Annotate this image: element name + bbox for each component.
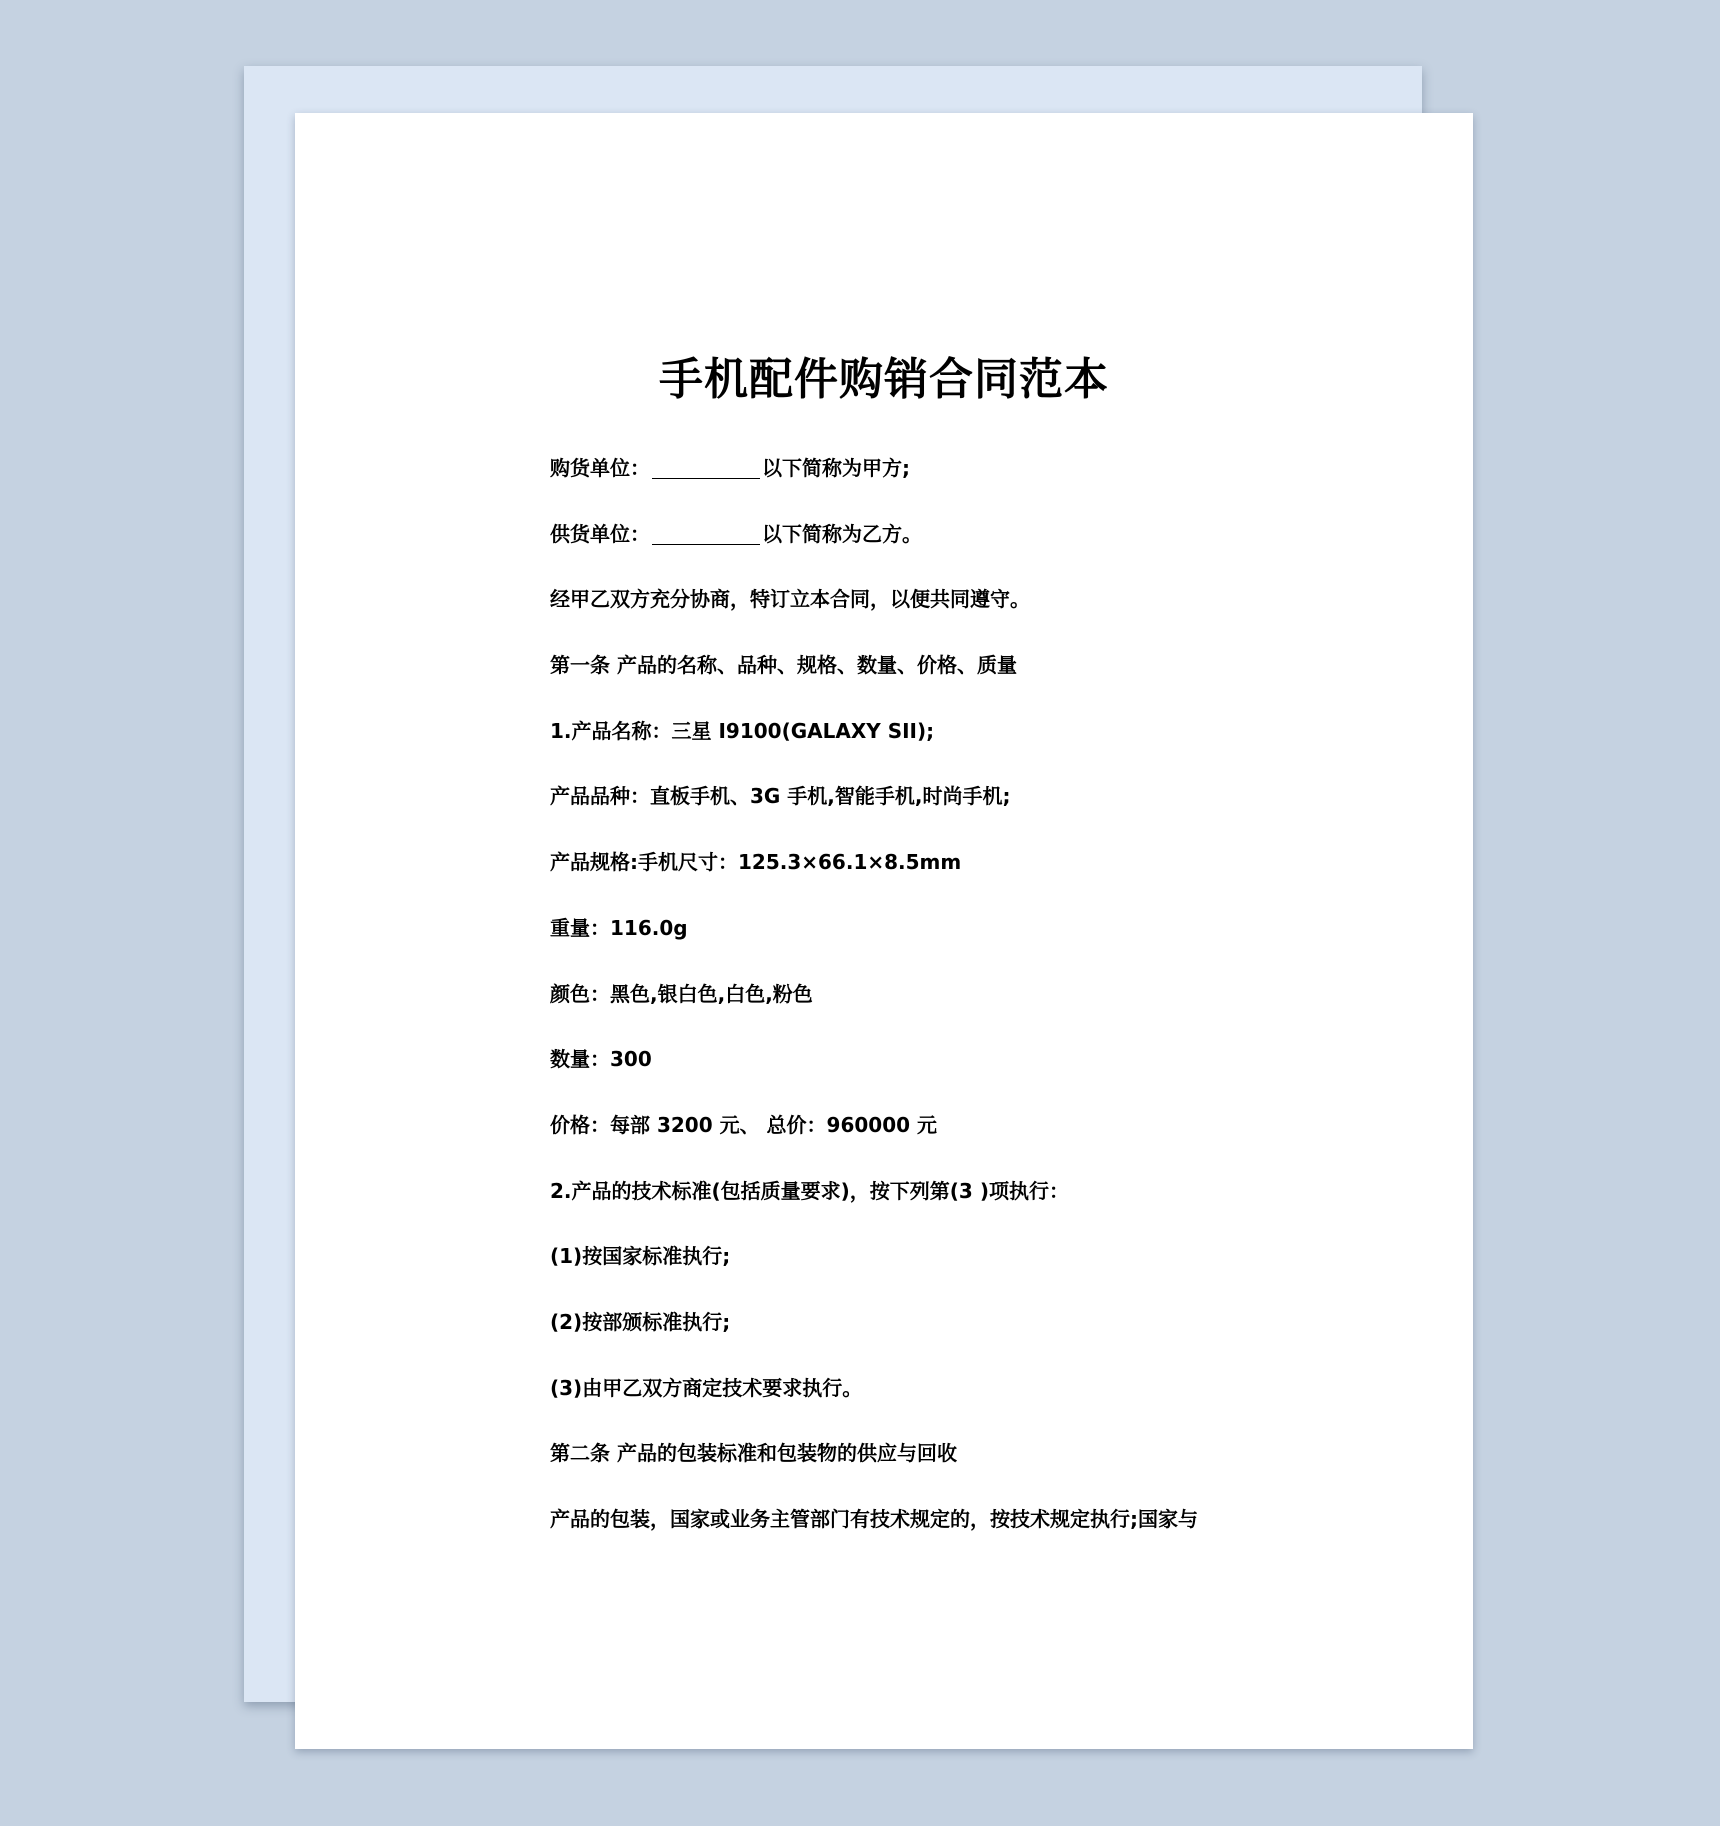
buyer-suffix: 以下简称为甲方; [762, 456, 910, 480]
product-name-line: 1.产品名称：三星 I9100(GALAXY SII); [550, 718, 935, 743]
standard-option-2: (2)按部颁标准执行; [550, 1309, 731, 1334]
intro-paragraph: 经甲乙双方充分协商，特订立本合同，以便共同遵守。 [550, 587, 1030, 612]
technical-standard-line: 2.产品的技术标准(包括质量要求)，按下列第(3 )项执行： [550, 1178, 1069, 1203]
packaging-paragraph: 产品的包装，国家或业务主管部门有技术规定的，按技术规定执行;国家与 [550, 1507, 1198, 1531]
quantity-line: 数量：300 [550, 1047, 652, 1072]
standard-option-1: (1)按国家标准执行; [550, 1244, 731, 1269]
article-two-heading: 第二条 产品的包装标准和包装物的供应与回收 [550, 1441, 957, 1466]
buyer-blank-field [652, 456, 760, 479]
product-spec-line: 产品规格:手机尺寸：125.3×66.1×8.5mm [550, 850, 962, 875]
article-one-heading: 第一条 产品的名称、品种、规格、数量、价格、质量 [550, 653, 1017, 678]
product-variety-line: 产品品种：直板手机、3G 手机,智能手机,时尚手机; [550, 784, 1011, 809]
color-line: 颜色：黑色,银白色,白色,粉色 [550, 981, 813, 1006]
document-page [295, 113, 1473, 1749]
seller-label: 供货单位： [550, 521, 650, 546]
document-title: 手机配件购销合同范本 [659, 354, 1109, 405]
buyer-line [550, 453, 1430, 519]
seller-blank-field [652, 522, 760, 545]
price-line: 价格：每部 3200 元、 总价：960000 元 [550, 1112, 938, 1137]
seller-suffix: 以下简称为乙方。 [762, 521, 922, 546]
standard-option-3: (3)由甲乙双方商定技术要求执行。 [550, 1375, 863, 1400]
buyer-label: 购货单位： [550, 456, 650, 480]
seller-line [550, 519, 1430, 585]
weight-line: 重量：116.0g [550, 915, 688, 940]
document-body [550, 453, 1430, 1570]
